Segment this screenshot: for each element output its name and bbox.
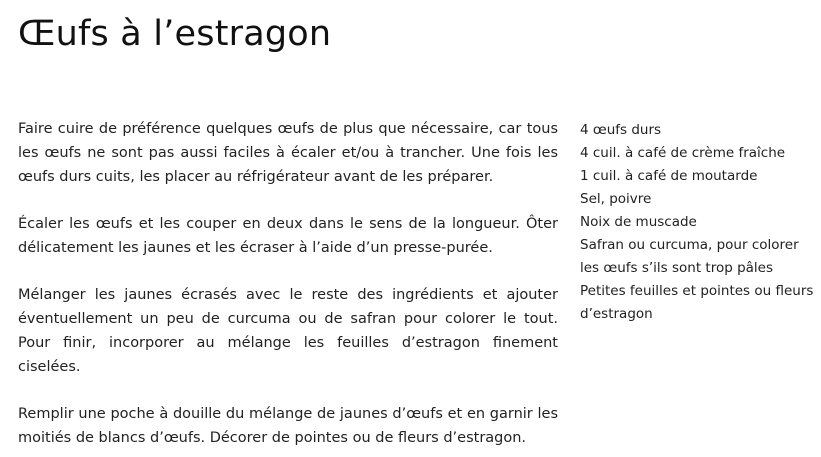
ingredient-item-nutmeg: Noix de muscade (580, 214, 697, 230)
method-step-3: Mélanger les jaunes écrasés avec le reste des ingrédients et ajouter éventuellement un peu de curcuma ou de safran pour colorer le tout. Pour finir, incorporer au mélange les feuilles d’estragon finement ciselées. (18, 287, 558, 375)
method-step-4: Remplir une poche à douille du mélange de jaunes d’œufs et en garnir les moitiés de blancs d’œufs. Décorer de pointes ou de fleurs d’estragon. (18, 406, 558, 446)
ingredient-item-eggs: 4 œufs durs (580, 122, 662, 138)
method-section (18, 117, 558, 450)
ingredient-item-cream: 4 cuil. à café de crème fraîche (580, 145, 786, 161)
ingredient-item-saffron: Safran ou curcuma, pour colorer les œufs s’ils sont trop pâles (580, 237, 799, 276)
ingredient-item-tarragon: Petites feuilles et pointes ou fleurs d’estragon (580, 283, 814, 322)
ingredient-item-mustard: 1 cuil. à café de moutarde (580, 168, 758, 184)
ingredient-item-salt-pepper: Sel, poivre (580, 191, 652, 207)
recipe-title: Œufs à l’estragon (18, 14, 332, 54)
method-step-2: Écaler les œufs et les couper en deux dans le sens de la longueur. Ôter délicatement les jaunes et les écraser à l’aide d’un presse-purée. (18, 216, 558, 256)
ingredients-list (580, 119, 815, 326)
method-step-1: Faire cuire de préférence quelques œufs de plus que nécessaire, car tous les œufs ne sont pas aussi faciles à écaler et/ou à trancher. Une fois les œufs durs cuits, les placer au réfrigérateur avant de les préparer. (18, 121, 558, 185)
